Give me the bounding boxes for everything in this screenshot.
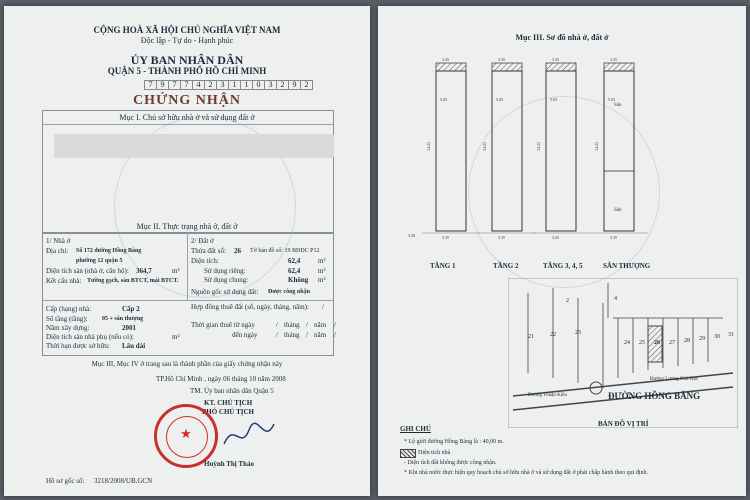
land-area-value: 62,4 xyxy=(288,257,301,265)
width-label: 3.35 xyxy=(610,57,617,62)
lot-label: 30 xyxy=(714,334,720,340)
land-shared-label: Sử dụng chung: xyxy=(204,276,249,284)
lot-label: 22 xyxy=(550,332,556,338)
land-lease-value: / xyxy=(322,303,324,311)
divider xyxy=(42,300,334,301)
lease-year-label: năm xyxy=(314,321,327,329)
lease-slash: / xyxy=(334,321,336,329)
section-diagram-title: Mục III. Sơ đồ nhà ở, đất ở xyxy=(515,33,609,42)
land-plot-value: 26 xyxy=(234,247,241,255)
depth-label: 14.21 xyxy=(482,142,487,151)
terrace-label: Sân xyxy=(614,103,622,108)
house-heading: 1/ Nhà ở xyxy=(46,237,71,245)
kt-chairman: KT. CHỦ TỊCH xyxy=(204,399,253,407)
width-label: 3.35 xyxy=(498,57,505,62)
hatch-legend-icon xyxy=(400,449,416,458)
land-shared-value: Không xyxy=(288,276,309,284)
depth-label: 5.03 xyxy=(496,97,503,102)
serial-digit: 0 xyxy=(252,81,264,89)
note-house-area: Diện tích nhà xyxy=(418,450,451,456)
house-grade-label: Cấp (hạng) nhà: xyxy=(46,305,92,313)
depth-label: 5.03 xyxy=(550,97,557,102)
hatched-strip xyxy=(492,63,522,71)
issuing-body: TM. Ủy ban nhân dân Quận 5 xyxy=(190,387,274,395)
house-address-value: Số 172 đường Hồng Bàng xyxy=(76,248,142,254)
serial-digit: 7 xyxy=(180,81,192,89)
house-area-label: Diện tích sàn (nhà ở, căn hộ): xyxy=(46,267,129,275)
depth-label: 5.03 xyxy=(608,97,615,102)
notes-heading: GHI CHÚ xyxy=(400,425,431,433)
house-year-label: Năm xây dựng: xyxy=(46,324,90,332)
land-private-label: Sử dụng riêng: xyxy=(204,267,246,275)
lease-month-label: tháng xyxy=(284,321,300,329)
depth-label: 5.03 xyxy=(440,97,447,102)
map-title: BẢN ĐỒ VỊ TRÍ xyxy=(598,420,649,428)
house-term-value: Lâu dài xyxy=(122,342,146,350)
note-planning: * Khi nhà nước thực hiện quy hoạch chủ sở hữu nhà ở và sử dụng đất ở phải chấp hành theo qui định. xyxy=(404,470,648,476)
lot-label: 24 xyxy=(624,340,630,346)
street-label: Đường Thuận Kiều xyxy=(528,393,567,398)
house-aux-unit: m² xyxy=(172,333,180,341)
lease-slash: / xyxy=(334,331,336,339)
issue-date: TP.Hồ Chí Minh , ngày 06 tháng 10 năm 2008 xyxy=(156,375,286,383)
hatched-strip xyxy=(604,63,634,71)
serial-digit: 3 xyxy=(216,81,228,89)
terrace-label: Sân xyxy=(614,208,622,213)
floor-label: TẦNG 2 xyxy=(493,262,519,270)
lot-label: 31 xyxy=(728,332,734,338)
lease-term-label: Thời gian thuê từ ngày xyxy=(191,321,255,329)
serial-digit: 7 xyxy=(144,81,156,89)
certificate-right-page xyxy=(378,6,746,496)
floor-outline xyxy=(604,71,634,231)
land-origin-label: Nguồn gốc sử dụng đất: xyxy=(191,288,259,296)
land-lease-label: Hợp đồng thuê đất (số, ngày, tháng, năm): xyxy=(191,303,309,311)
district-name: QUẬN 5 - THÀNH PHỐ HỒ CHÍ MINH xyxy=(107,66,267,76)
house-aux-label: Diện tích sàn nhà phụ (nếu có): xyxy=(46,333,134,341)
lease-slash: / xyxy=(276,321,278,329)
lot-label: 28 xyxy=(684,338,690,344)
house-floors-value: 05 + sân thượng xyxy=(102,316,144,322)
divider xyxy=(187,232,188,300)
serial-digit: 1 xyxy=(240,81,252,89)
depth-label: 14.21 xyxy=(536,142,541,151)
floor-label: TẦNG 1 xyxy=(430,262,456,270)
serial-digit: 7 xyxy=(168,81,180,89)
record-label: Hồ sơ gốc số: xyxy=(46,477,85,485)
serial-digit: 9 xyxy=(156,81,168,89)
floor-label: TẦNG 3, 4, 5 xyxy=(543,262,583,270)
house-structure-label: Kết cấu nhà: xyxy=(46,277,82,285)
house-address-label: Địa chỉ: xyxy=(46,247,69,255)
serial-number xyxy=(144,80,313,90)
street-label: Đường Lương Nhữ Học xyxy=(650,377,699,382)
floor-label: SÂN THƯỢNG xyxy=(603,262,651,270)
floor-plan-diagram xyxy=(378,51,746,281)
lot-label: 26 xyxy=(654,340,660,346)
lot-label: 4 xyxy=(614,296,617,302)
house-area-value: 364,7 xyxy=(136,267,152,275)
lot-label: 2 xyxy=(566,298,569,304)
floor-outline xyxy=(546,71,576,231)
width-label: 3.35 xyxy=(442,235,449,240)
lease-year-label: năm xyxy=(314,331,327,339)
lease-slash: / xyxy=(276,331,278,339)
lot-label: 23 xyxy=(575,330,581,336)
lot-label: 27 xyxy=(669,340,675,346)
width-label: 3.35 xyxy=(442,57,449,62)
width-label: 3.35 xyxy=(610,235,617,240)
motto: Độc lập - Tự do - Hạnh phúc xyxy=(140,36,234,45)
depth-label: 14.21 xyxy=(426,142,431,151)
land-heading: 2/ Đất ở xyxy=(191,237,214,245)
lease-month-label: tháng xyxy=(284,331,300,339)
lease-to-label: đến ngày xyxy=(232,331,258,339)
floor-outline xyxy=(436,71,466,231)
house-grade-value: Cấp 2 xyxy=(122,305,140,313)
vice-chairman: PHÓ CHỦ TỊCH xyxy=(202,408,254,416)
house-structure-value: Tường gạch, sàn BTCT, mái BTCT. xyxy=(87,278,179,284)
width-label: 3.35 xyxy=(552,57,559,62)
house-year-value: 2001 xyxy=(122,324,136,332)
house-ward: phường 12 quận 5 xyxy=(76,258,123,264)
serial-digit: 2 xyxy=(300,81,312,89)
width-label: 3.35 xyxy=(552,235,559,240)
land-shared-unit: m² xyxy=(318,276,326,284)
country-name: CỘNG HOÀ XÃ HỘI CHỦ NGHĨA VIỆT NAM xyxy=(93,25,281,35)
lot-label: 25 xyxy=(639,340,645,346)
serial-digit: 2 xyxy=(204,81,216,89)
street-main-label: ĐƯỜNG HỒNG BÀNG xyxy=(608,391,701,401)
section-owner-title: Mục I. Chủ sở hữu nhà ở và sử dụng đất ở xyxy=(119,113,255,122)
land-private-unit: m² xyxy=(318,267,326,275)
serial-digit: 2 xyxy=(276,81,288,89)
land-map-label: Tờ bản đồ số: 19 BĐĐC P12 xyxy=(250,248,320,254)
agency-name: ỦY BAN NHÂN DÂN xyxy=(130,53,244,67)
section-property-title: Mục II. Thực trạng nhà ở, đất ở xyxy=(136,222,238,231)
terrace-outline xyxy=(604,171,634,231)
lot-label: 29 xyxy=(699,336,705,342)
official-seal: ★ xyxy=(154,404,218,468)
section-owner xyxy=(42,110,334,234)
width-label: 3.20 xyxy=(408,233,415,238)
signer-name: Huỳnh Thị Thảo xyxy=(204,460,254,468)
certificate-left-page xyxy=(4,6,370,496)
land-plot-label: Thửa đất số: xyxy=(191,247,226,255)
record-value: 3218/2008/UB.GCN xyxy=(94,477,153,485)
certificate-title: CHỨNG NHẬN xyxy=(133,93,241,108)
house-term-label: Thời hạn được sở hữu: xyxy=(46,342,110,350)
redacted-owner-info xyxy=(54,134,334,158)
depth-label: 14.21 xyxy=(594,142,599,151)
hatched-strip xyxy=(546,63,576,71)
width-label: 3.35 xyxy=(498,235,505,240)
land-area-unit: m² xyxy=(318,257,326,265)
land-area-label: Diện tích: xyxy=(191,257,219,265)
attachment-note: Mục III, Mục IV ở trang sau là thành phần của giấy chứng nhận này xyxy=(91,360,283,368)
divider xyxy=(42,124,334,125)
lot-label: 21 xyxy=(528,334,534,340)
signature xyxy=(219,416,279,452)
land-private-value: 62,4 xyxy=(288,267,301,275)
location-map xyxy=(508,278,738,428)
hatched-strip xyxy=(436,63,466,71)
serial-digit: 1 xyxy=(228,81,240,89)
house-area-unit: m² xyxy=(172,267,180,275)
floor-outline xyxy=(492,71,522,231)
lease-slash: / xyxy=(306,331,308,339)
house-floors-label: Số tầng (tầng): xyxy=(46,315,88,323)
land-origin-value: Được công nhận xyxy=(268,289,310,295)
serial-digit: 9 xyxy=(288,81,300,89)
serial-digit: 4 xyxy=(192,81,204,89)
note-road-width: * Lộ giới đường Hồng Bàng là : 40,00 m. xyxy=(404,439,504,445)
lease-slash: / xyxy=(306,321,308,329)
note-unrecognized-land: - Diện tích đất không được công nhận. xyxy=(404,460,497,466)
serial-digit: 3 xyxy=(264,81,276,89)
